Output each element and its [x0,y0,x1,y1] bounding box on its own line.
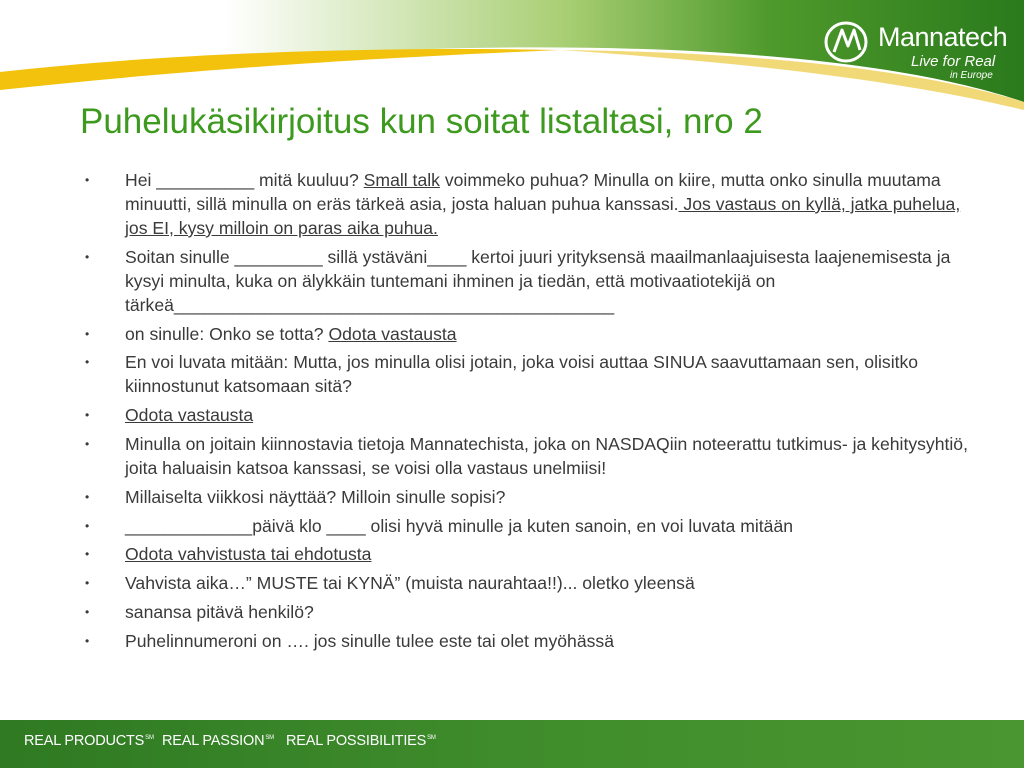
bullet-text: Puhelinnumeroni on …. jos sinulle tulee este tai olet myöhässä [125,630,614,651]
bullet-dot-icon: • [85,576,90,591]
bullet-dot-icon: • [85,326,90,341]
logo-mark-icon [822,20,876,64]
bullet-item [84,245,984,317]
bullet-item [84,629,984,653]
brand-logo [822,18,1012,88]
bullet-item [84,514,984,538]
footer-real-possibilities: REAL POSSIBILITIES℠ [286,733,436,749]
bullet-dot-icon: • [85,489,90,504]
bullet-text: Minulla on joitain kiinnostavia tietoja Mannatechista, joka on NASDAQiin noteerattu tutkimus- ja kehitysyhtiö, joita haluaisin katsoa kanssasi, se voisi olla vastaus unelmiisi! [125,433,968,478]
bullet-item [84,600,984,624]
bullet-item [84,403,984,427]
bullet-text: _____________päivä klo ____ olisi hyvä minulle ja kuten sanoin, en voi luvata mitään [125,515,794,536]
bullet-text: En voi luvata mitään: Mutta, jos minulla olisi jotain, joka voisi auttaa SINUA saavuttamaan sen, olisitko kiinnostunut katsomaan sitä? [125,352,919,397]
bullet-instruction: Jos vastaus on kyllä, jatka puhelua, jos EI, kysy milloin on paras aika puhua. [125,194,961,238]
bullet-dot-icon: • [85,436,90,451]
footer-bar [0,720,1024,768]
bullet-text: sanansa pitävä henkilö? [125,601,314,622]
logo-wordmark: Mannatech [878,22,1008,52]
bullet-dot-icon: • [85,355,90,370]
bullet-text: Millaiselta viikkosi näyttää? Milloin sinulle sopisi? [125,486,506,507]
bullet-item [84,571,984,595]
bullet-dot-icon: • [85,249,90,264]
bullet-dot-icon: • [85,633,90,648]
bullet-dot-icon: • [85,604,90,619]
logo-tagline: Live for Real [911,53,996,70]
bullet-instruction: Odota vastausta [328,323,457,344]
bullet-text: voimmeko puhua? Minulla on kiire, mutta onko sinulla muutama minuutti, sillä minulla on eräs tärkeä asia, josta haluan puhua kanssasi. [125,170,941,214]
bullet-item [84,542,984,566]
bullet-dot-icon: • [85,173,90,187]
footer-real-passion: REAL PASSION℠ [162,733,274,749]
bullet-item [84,432,984,480]
bullet-instruction: Odota vastausta [125,405,254,426]
bullet-text: on sinulle: Onko se totta? [125,323,329,344]
bullet-item [84,322,984,346]
bullet-dot-icon: • [85,547,90,562]
bullet-item [84,168,984,240]
bullet-item [84,485,984,509]
bullet-dot-icon: • [85,408,90,423]
bullet-text: Hei __________ mitä kuuluu? [125,170,364,190]
slide-title: Puhelukäsikirjoitus kun soitat listaltasi, nro 2 [80,102,763,141]
bullet-text: Soitan sinulle _________ sillä ystäväni____ kertoi juuri yrityksensä maailmanlaajuisesta laajenemisesta ja kysyi minulta, kuka on älykkäin tuntemani ihminen ja tiedän, että motivaatiotekijä on tärkeä_____________________________________________ [125,246,951,315]
bullet-instruction: Small talk [363,170,440,190]
bullet-instruction: Odota vahvistusta tai ehdotusta [125,544,372,565]
bullet-text: Vahvista aika…” MUSTE tai KYNÄ” (muista naurahtaa!!)... oletko yleensä [125,573,695,594]
bullet-list [84,168,984,658]
bullet-item [84,350,984,398]
bullet-dot-icon: • [85,518,90,533]
footer-real-products: REAL PRODUCTS℠ [24,733,154,749]
logo-subtitle: in Europe [950,70,993,81]
